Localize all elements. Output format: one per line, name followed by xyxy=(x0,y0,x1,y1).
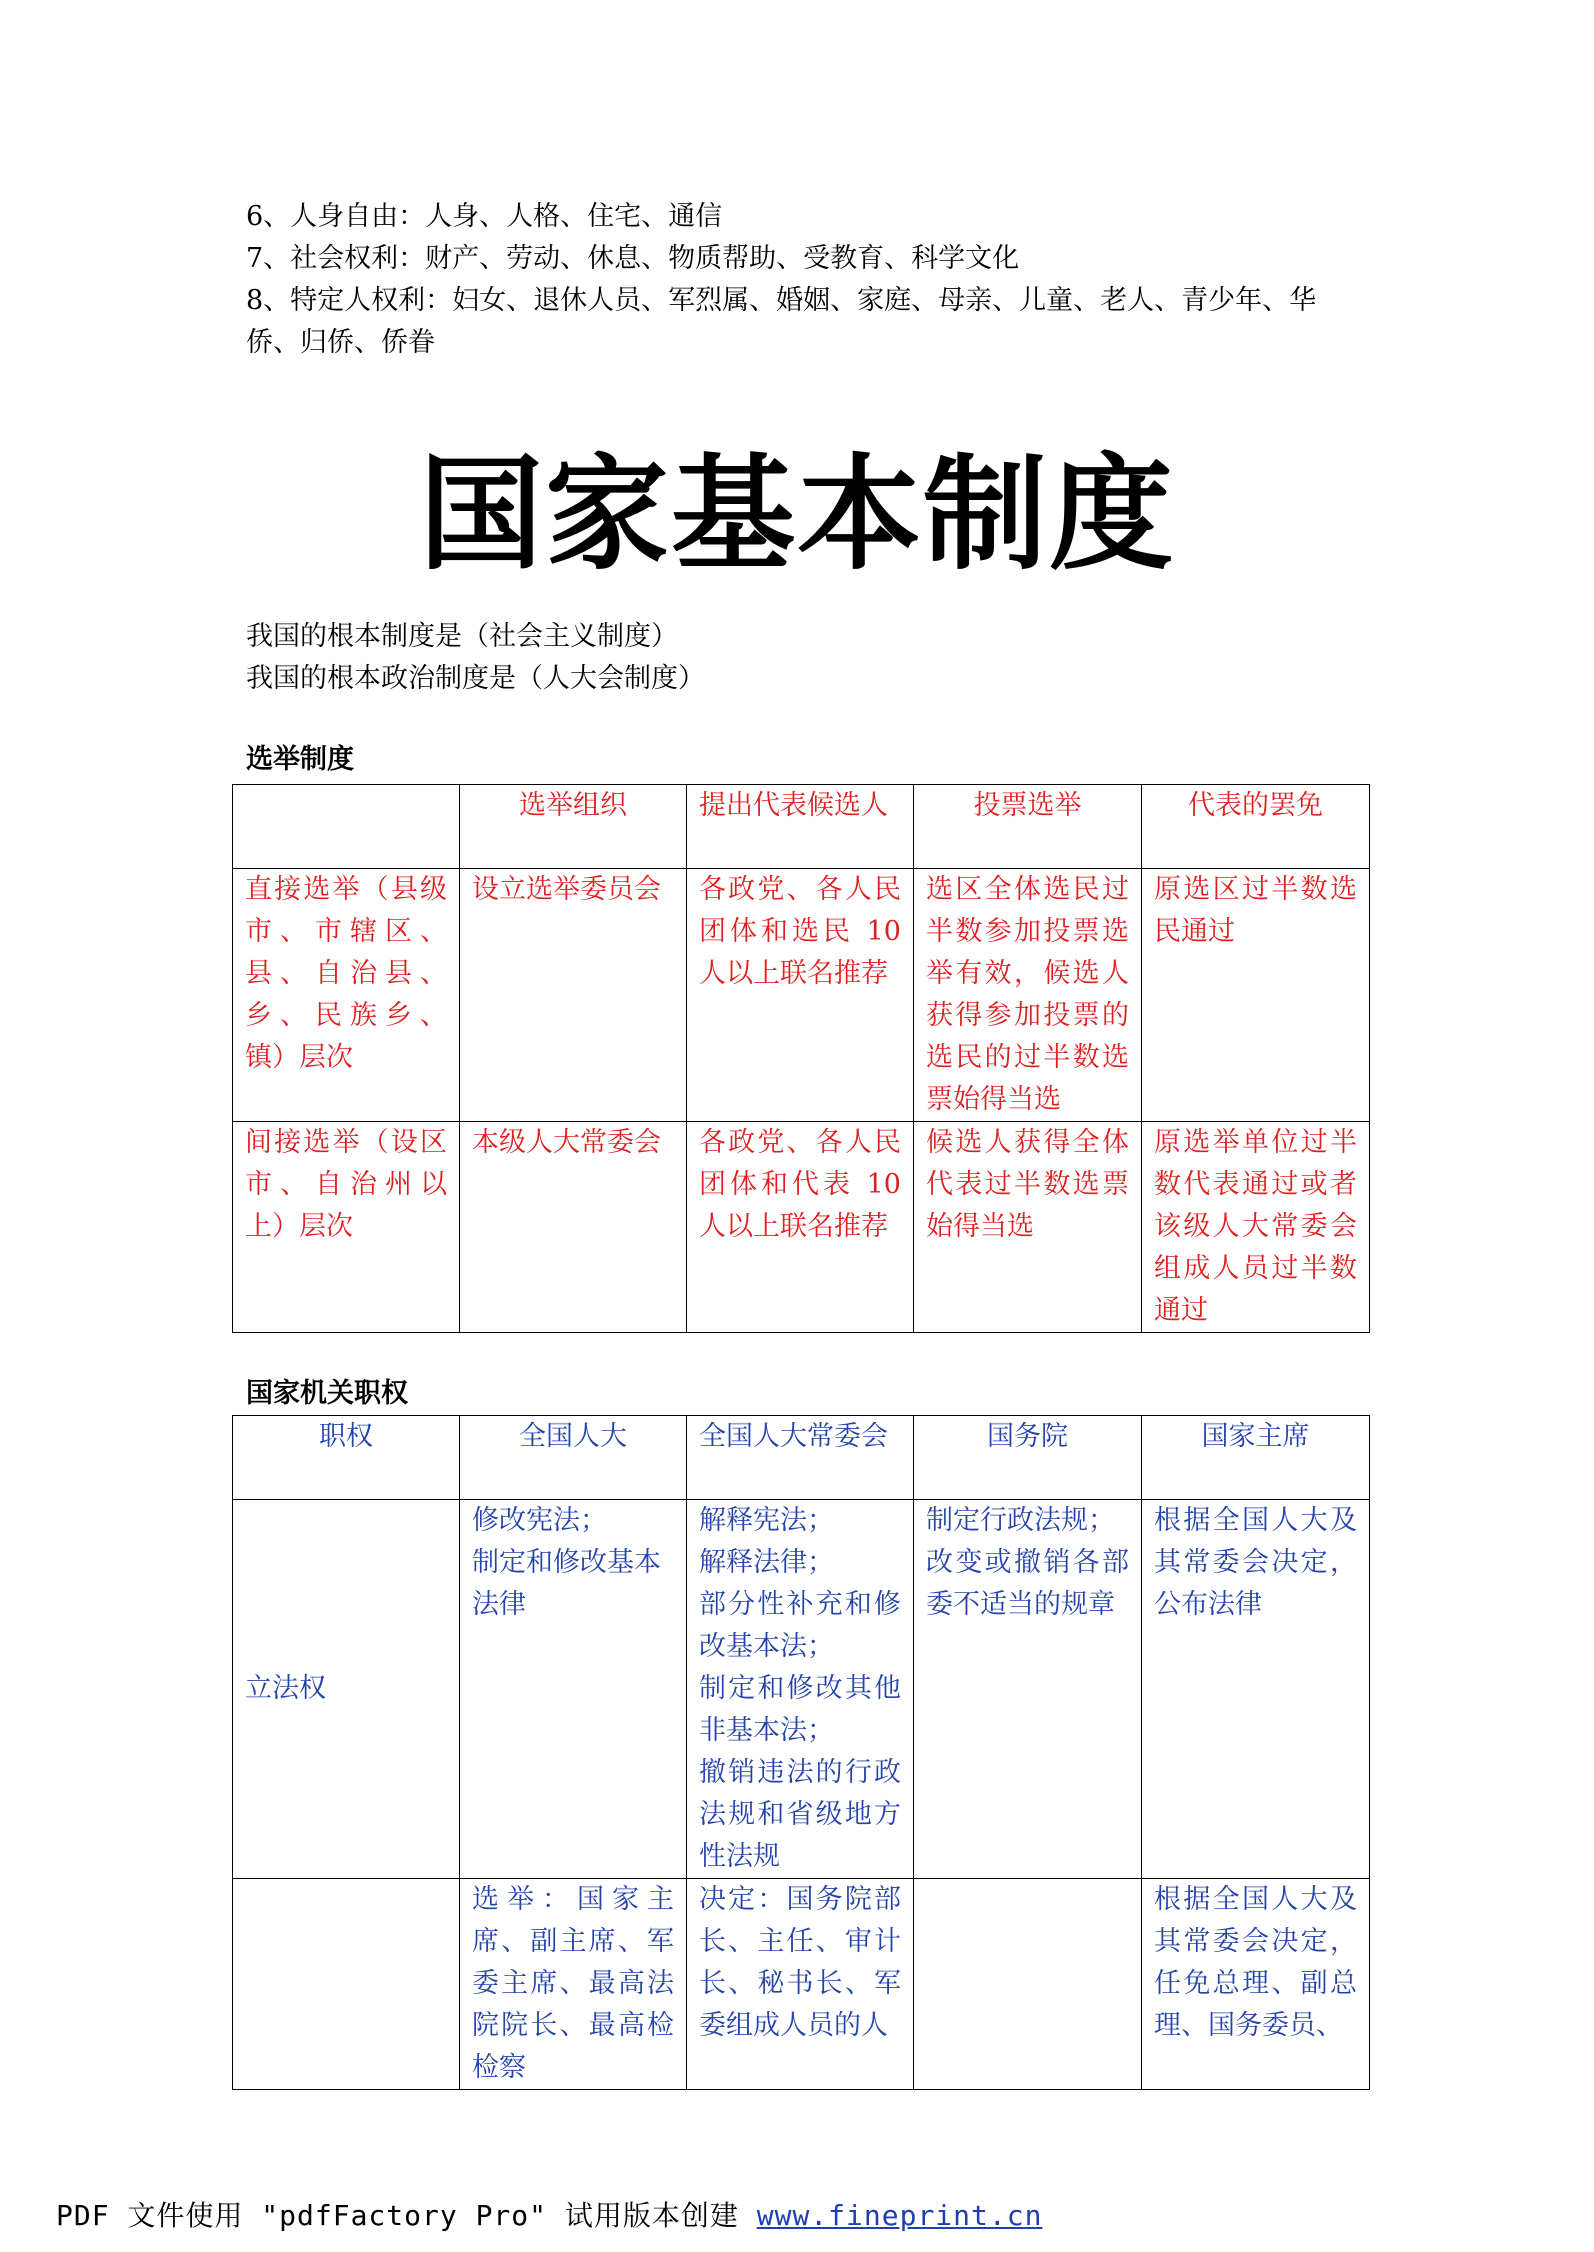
table-header-cell: 国务院 xyxy=(914,1416,1142,1500)
table-cell: 原选区过半数选民通过 xyxy=(1142,869,1370,1122)
table-cell: 各政党、各人民团体和代表 10 人以上联名推荐 xyxy=(687,1122,914,1333)
table-cell xyxy=(914,1500,1142,1879)
footer-link[interactable]: www.fineprint.cn xyxy=(756,2199,1043,2232)
intro-line: 我国的根本制度是（社会主义制度） xyxy=(246,621,678,652)
table-row xyxy=(233,1500,1370,1879)
election-section-title: 选举制度 xyxy=(246,744,354,775)
table-cell: 候选人获得全体代表过半数选票始得当选 xyxy=(914,1122,1142,1333)
table-header-cell: 全国人大 xyxy=(460,1416,687,1500)
table-cell xyxy=(460,1500,687,1879)
cell-line: 制定和修改基本法律 xyxy=(472,1547,661,1620)
table-header-cell: 国家主席 xyxy=(1142,1416,1370,1500)
table-cell xyxy=(1142,1500,1370,1879)
table-header-row xyxy=(233,785,1370,869)
table-row xyxy=(233,869,1370,1122)
table-cell: 各政党、各人民团体和选民 10 人以上联名推荐 xyxy=(687,869,914,1122)
page-title: 国家基本制度 xyxy=(418,443,1175,587)
table-header-cell: 职权 xyxy=(233,1416,460,1500)
table-cell xyxy=(687,1500,914,1879)
rights-list xyxy=(246,196,1366,364)
table-header-cell: 全国人大常委会 xyxy=(687,1416,914,1500)
table-cell: 本级人大常委会 xyxy=(460,1122,687,1333)
cell-line: 撤销违法的行政法规和省级地方性法规 xyxy=(699,1757,901,1872)
cell-line: 制定和修改其他非基本法； xyxy=(699,1673,901,1746)
table-cell: 选举：国家主席、副主席、军委主席、最高法院院长、最高检检察 xyxy=(460,1879,687,2090)
table-row-label xyxy=(233,1879,460,2090)
cell-line: 部分性补充和修改基本法； xyxy=(699,1589,901,1662)
pdf-footer xyxy=(56,2196,1042,2236)
table-header-cell: 代表的罢免 xyxy=(1142,785,1370,869)
table-cell: 选区全体选民过半数参加投票选举有效，候选人获得参加投票的选民的过半数选票始得当选 xyxy=(914,869,1142,1122)
table-row xyxy=(233,1122,1370,1333)
table-cell: 决定：国务院部长、主任、审计长、秘书长、军委组成人员的人 xyxy=(687,1879,914,2090)
intro-line: 我国的根本政治制度是（人大会制度） xyxy=(246,663,705,694)
organs-table xyxy=(232,1415,1370,2090)
intro xyxy=(246,616,705,700)
rights-item: 6、人身自由：人身、人格、住宅、通信 xyxy=(246,201,723,232)
organs-section-title: 国家机关职权 xyxy=(246,1378,408,1409)
cell-line: 解释法律； xyxy=(699,1547,834,1578)
table-cell: 直接选举（县级市、市辖区、县、自治县、乡、民族乡、镇）层次 xyxy=(233,869,460,1122)
table-cell: 间接选举（设区市、自治州以上）层次 xyxy=(233,1122,460,1333)
rights-item: 8、特定人权利：妇女、退休人员、军烈属、婚姻、家庭、母亲、儿童、老人、青少年、华侨、归侨、侨眷 xyxy=(246,285,1317,358)
table-header-cell: 投票选举 xyxy=(914,785,1142,869)
rights-item: 7、社会权利：财产、劳动、休息、物质帮助、受教育、科学文化 xyxy=(246,243,1020,274)
cell-line: 根据全国人大及其常委会决定，公布法律 xyxy=(1154,1505,1357,1620)
table-header-cell: 选举组织 xyxy=(460,785,687,869)
cell-line: 解释宪法； xyxy=(699,1505,834,1536)
table-cell xyxy=(914,1879,1142,2090)
table-header-cell: 提出代表候选人 xyxy=(687,785,914,869)
table-row-label: 立法权 xyxy=(233,1500,460,1879)
cell-line: 制定行政法规； xyxy=(926,1505,1115,1536)
table-cell: 设立选举委员会 xyxy=(460,869,687,1122)
cell-line: 修改宪法； xyxy=(472,1505,607,1536)
table-header-row xyxy=(233,1416,1370,1500)
table-header-cell xyxy=(233,785,460,869)
cell-line: 改变或撤销各部委不适当的规章 xyxy=(926,1547,1129,1620)
table-row xyxy=(233,1879,1370,2090)
footer-text: PDF 文件使用 "pdfFactory Pro" 试用版本创建 xyxy=(56,2199,739,2232)
table-cell: 根据全国人大及其常委会决定，任免总理、副总理、国务委员、 xyxy=(1142,1879,1370,2090)
election-table xyxy=(232,784,1370,1333)
table-cell: 原选举单位过半数代表通过或者该级人大常委会组成人员过半数通过 xyxy=(1142,1122,1370,1333)
